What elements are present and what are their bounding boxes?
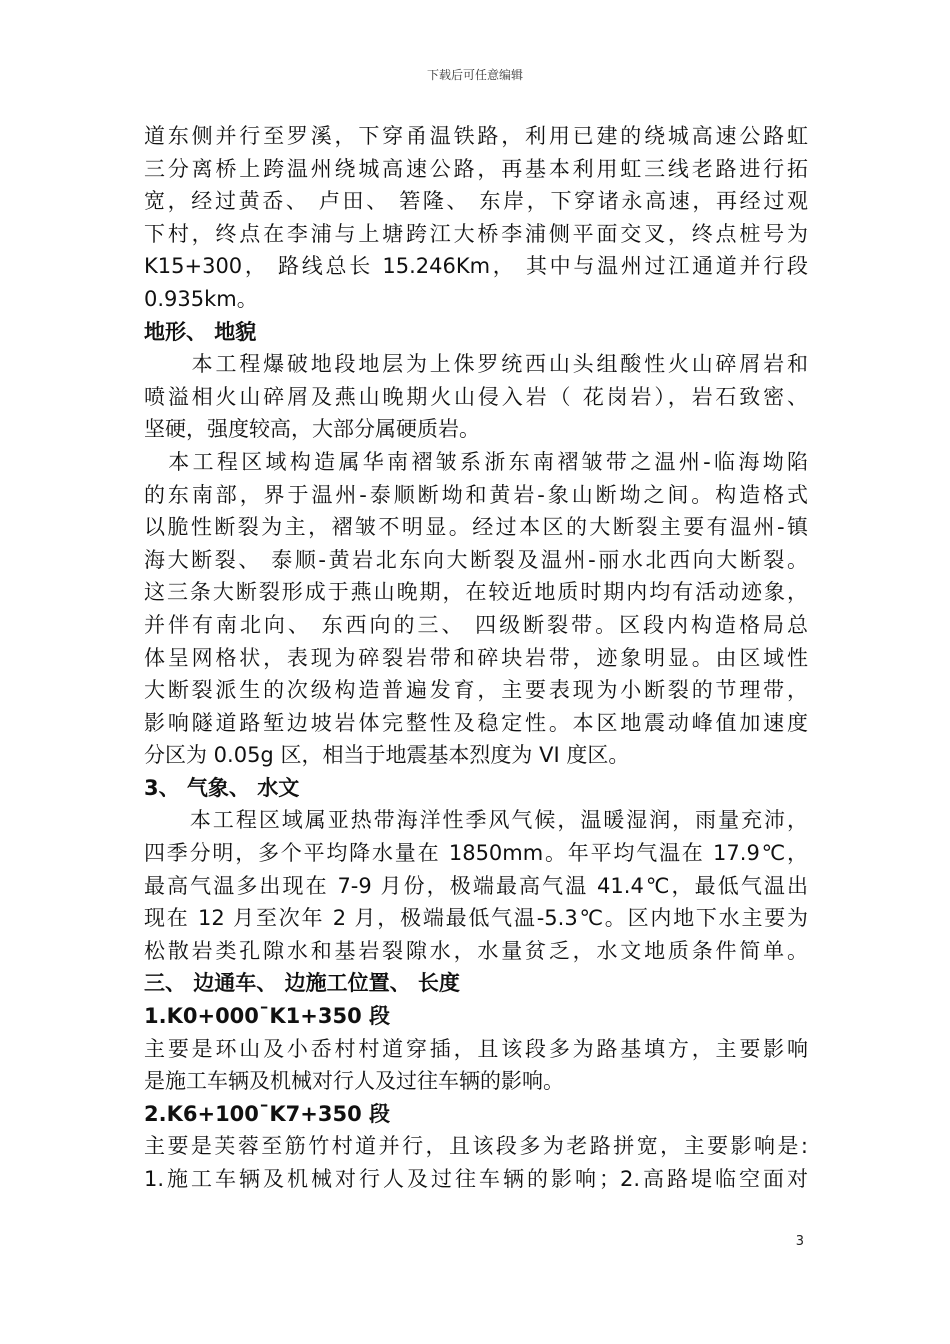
page-number: 3 (795, 1234, 804, 1249)
paragraph-line: 宽，经过黄岙、 卢田、 箬隆、 东岸，下穿诸永高速，再经过观 (144, 189, 808, 214)
paragraph-line: 现在 12 月至次年 2 月，极端最低气温-5.3℃。区内地下水主要为 (144, 906, 808, 931)
paragraph-line: 本工程区域属亚热带海洋性季风气候，温暖湿润，雨量充沛， (144, 808, 808, 833)
paragraph-line: 道东侧并行至罗溪，下穿甬温铁路，利用已建的绕城高速公路虹 (144, 124, 808, 148)
paragraph-line: 的东南部，界于温州-泰顺断坳和黄岩-象山断坳之间。构造格式 (144, 482, 808, 507)
section-heading: 三、 边通车、 边施工位置、 长度 (144, 971, 460, 996)
paragraph-line: 喷溢相火山碎屑及燕山晚期火山侵入岩（ 花岗岩），岩石致密、 (144, 384, 808, 409)
paragraph-line: 本工程区域构造属华南褶皱系浙东南褶皱带之温州-临海坳陷 (144, 449, 808, 474)
paragraph-line: 主要是芙蓉至筋竹村道并行，且该段多为老路拼宽，主要影响是: (144, 1134, 808, 1159)
paragraph-line: 1.施工车辆及机械对行人及过往车辆的影响；2.高路堤临空面对 (144, 1167, 808, 1191)
paragraph-line: 最高气温多出现在 7-9 月份，极端最高气温 41.4℃，最低气温出 (144, 873, 808, 898)
paragraph-line: 这三条大断裂形成于燕山晚期，在较近地质时期内均有活动迹象， (144, 580, 808, 605)
paragraph-line: 并伴有南北向、 东西向的三、 四级断裂带。区段内构造格局总 (144, 612, 808, 637)
section-heading: 2.K6+100¯K7+350 段 (144, 1101, 391, 1126)
paragraph-line: 分区为 0.05g 区，相当于地震基本烈度为 VI 度区。 (144, 743, 630, 768)
paragraph-line: 0.935km。 (144, 286, 258, 311)
paragraph-line: 本工程爆破地段地层为上侏罗统西山头组酸性火山碎屑岩和 (144, 352, 808, 377)
paragraph-line: 体呈网格状，表现为碎裂岩带和碎块岩带，迹象明显。由区域性 (144, 645, 808, 670)
paragraph-line: 大断裂派生的次级构造普遍发育，主要表现为小断裂的节理带， (144, 678, 808, 703)
paragraph-line: 四季分明，多个平均降水量在 1850mm。年平均气温在 17.9℃， (144, 841, 808, 866)
paragraph-line: 是施工车辆及机械对行人及过往车辆的影响。 (144, 1069, 564, 1094)
paragraph-line: 坚硬，强度较高，大部分属硬质岩。 (144, 417, 480, 442)
paragraph-line: 以脆性断裂为主，褶皱不明显。经过本区的大断裂主要有温州-镇 (144, 515, 808, 540)
paragraph-line: 海大断裂、 泰顺-黄岩北东向大断裂及温州-丽水北西向大断裂。 (144, 547, 808, 572)
paragraph-line: 主要是环山及小岙村村道穿插，且该段多为路基填方，主要影响 (144, 1036, 808, 1061)
paragraph-line: 影响隧道路堑边坡岩体完整性及稳定性。本区地震动峰值加速度 (144, 710, 808, 735)
body-text (144, 120, 808, 1196)
section-heading: 1.K0+000¯K1+350 段 (144, 1004, 391, 1029)
section-heading: 地形、 地貌 (144, 319, 257, 344)
paragraph-line: 松散岩类孔隙水和基岩裂隙水，水量贫乏，水文地质条件简单。 (144, 938, 808, 963)
section-heading: 3、 气象、 水文 (144, 775, 300, 800)
paragraph-line: 下村，终点在李浦与上塘跨江大桥李浦侧平面交叉，终点桩号为 (144, 221, 808, 246)
page-header: 下载后可任意编辑 (426, 68, 523, 82)
paragraph-line: 三分离桥上跨温州绕城高速公路，再基本利用虹三线老路进行拓 (144, 156, 808, 181)
paragraph-line: K15+300， 路线总长 15.246Km， 其中与温州过江通道并行段 (144, 254, 808, 279)
